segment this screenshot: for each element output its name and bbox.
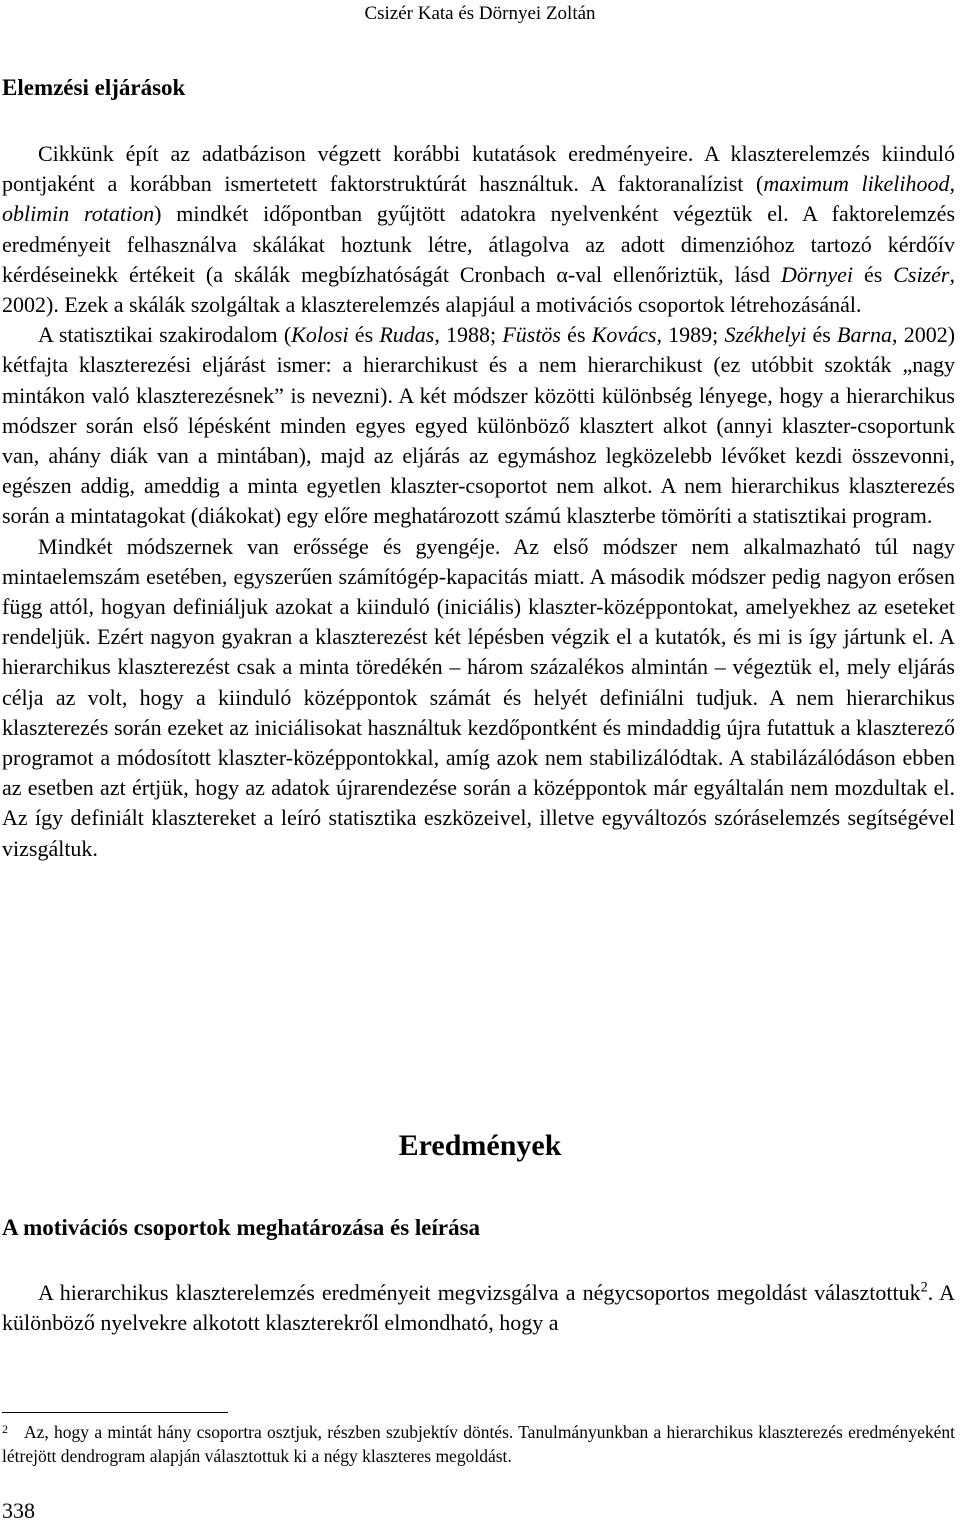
footnote	[2, 1420, 955, 1468]
chapter-heading-results: Eredmények	[398, 1129, 562, 1162]
italic-run: Füstös	[502, 322, 561, 348]
italic-run: Dörnyei	[780, 261, 854, 287]
section-heading-methods: Elemzési eljárások	[2, 75, 186, 100]
text-run: , 2002) kétfajta klaszterezési eljárást ismer: a hierarchikust és a nem hierarchikust (ez utóbbit szokták „nagy mintákon való klaszterezésnek” is nevezni). A két módszer közötti különbség lényege, hogy a hierarchikus módszer során első lépésként minden egyes egyed különböző klasztert alkot (annyi klaszter-csoportunk van, ahány diák van a mintában), majd az eljárás az egymáshoz legközelebb lévőket kezdi összevonni, egészen addig, ameddig a minta egyetlen klaszter-csoportot nem alkot. A nem hierarchikus klaszterezés során a mintatagokat (diákokat) egy előre meghatározott számú klaszterbe tömöríti a statisztikai program.	[2, 322, 956, 529]
italic-run: Csizér	[893, 261, 950, 287]
methods-paragraph-2	[2, 320, 955, 531]
footnote-number: 2	[2, 1422, 8, 1436]
italic-run: Barna	[837, 322, 893, 348]
text-run: és	[561, 322, 592, 348]
running-head: Csizér Kata és Dörnyei Zoltán	[364, 3, 596, 24]
methods-paragraph-3: Mindkét módszernek van erőssége és gyengéje. Az első módszer nem alkalmazható túl nagy mintaelemszám esetében, egyszerűen számítógép-kapacitás miatt. A második módszer pedig nagyon erősen függ attól, hogyan definiáljuk azokat a kiinduló (iniciális) klaszter-középpontokat, amelyekhez az eseteket rendeljük. Ezért nagyon gyakran a klaszterezést két lépésben végzik el a kutatók, és mi is így jártunk el. A hierarchikus klaszterezést csak a minta töredékén – három százalékos almintán – végeztük el, mely eljárás célja az volt, hogy a kiinduló középpontok számát és helyét definiálni tudjuk. A nem hierarchikus klaszterezés során ezeket az iniciálisokat használtuk kezdőpontként és mindaddig újra futattuk a klaszterező programot a módosított klaszter-középpontokkal, amíg azok nem stabilizálódtak. A stabilázálódáson ebben az esetben azt értjük, hogy az adatok újrarendezése során a középpontok már egyáltalán nem mozdultak el. Az így definiált klasztereket a leíró statisztika eszközeivel, illetve egyváltozós szóráselemzés segítségével vizsgáltuk.	[2, 533, 955, 861]
results-paragraph-1	[2, 1278, 955, 1338]
italic-run: Kolosi	[291, 322, 349, 348]
italic-run: Kovács	[591, 322, 657, 348]
text-run: A hierarchikus klaszterelemzés eredményeit megvizsgálva a négycsoportos megoldást választottuk	[38, 1280, 921, 1305]
section-heading-groups: A motivációs csoportok meghatározása és leírása	[2, 1215, 481, 1240]
text-run: , 1989;	[656, 322, 725, 348]
methods-body	[2, 139, 955, 864]
italic-run: Székhelyi	[724, 322, 807, 348]
text-run: és	[853, 261, 894, 287]
text-run: ) mindkét időpontban gyűjtött adatokra nyelvenként végeztük el. A faktorelemzés eredményeit felhasználva skálákat hoztunk létre, átlagolva az adott dimenzióhoz tartozó kérdőív kérdéseinekk értékeit (a skálák megbízhatóságát Cronbach α-val ellenőriztük, lásd	[2, 201, 956, 287]
italic-run: Rudas	[379, 322, 435, 348]
text-run: és	[348, 322, 380, 348]
text-run: , 2002). Ezek a skálák szolgáltak a klaszterelemzés alapjául a motivációs csoportok létrehozásánál.	[2, 261, 955, 318]
text-run: . A különböző nyelvekre alkotott klaszterekről elmondható, hogy a	[2, 1280, 955, 1336]
results-body	[2, 1278, 955, 1338]
text-run: Cikkünk épít az adatbázison végzett korábbi kutatások eredményeire. A klaszterelemzés kiinduló pontjaként a korábban ismertetett faktorstruktúrát használtuk. A faktoranalízist (	[2, 141, 955, 197]
footnote-reference[interactable]: 2	[920, 1279, 928, 1296]
text-run: és	[806, 322, 838, 348]
methods-paragraph-1	[2, 139, 955, 320]
text-run: , 1988;	[434, 322, 503, 348]
text-run: A statisztikai szakirodalom (	[38, 322, 292, 348]
footnote-divider	[2, 1412, 228, 1413]
footnote-text: Az, hogy a mintát hány csoportra osztjuk, részben szubjektív döntés. Tanulmányunkban a hierarchikus klaszterezés eredményeként létrejött dendrogram alapján választottuk ki a négy klaszteres megoldást.	[2, 1422, 955, 1466]
italic-run: maximum likelihood, oblimin rotation	[2, 171, 955, 227]
page-number: 338	[2, 1498, 35, 1523]
